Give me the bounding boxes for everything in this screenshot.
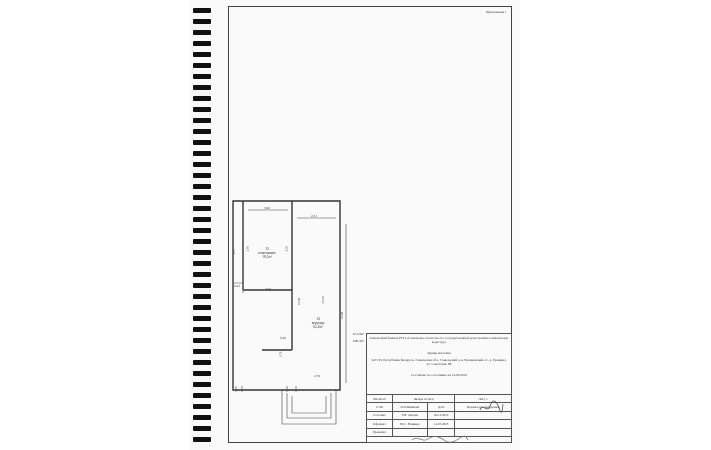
signature-mark [477, 398, 505, 416]
person-name: Т.Н. Лисина [392, 411, 427, 419]
signature-cell [455, 420, 512, 428]
dim-lower-left: 1,79 [278, 351, 283, 358]
dim-door-a: 0,20 [280, 336, 286, 340]
dim-right-b: 15,08 [340, 311, 345, 320]
dim-top-left: 3,00 [264, 206, 270, 210]
row-date: 14.03.2025 [427, 420, 454, 428]
total-area-a: Σ15,8м² [353, 332, 365, 336]
signature-header: Подпись (расшифровка) [455, 403, 512, 411]
person-name: Ю.С. Новиков [392, 420, 427, 428]
room-label-14 [303, 318, 333, 329]
role: Составил [367, 411, 393, 419]
dim-right-a: 22,01 [321, 295, 326, 304]
door-mark [236, 386, 296, 392]
total-area-b: Σ80,3м² [353, 339, 365, 343]
room-number: 14 [316, 317, 320, 321]
fio-header: И.О.Фамилия [392, 403, 427, 411]
dim-room14-left: 13,39 [297, 297, 302, 306]
role: Проверил [367, 428, 393, 436]
dim-mid-b: 3,04 [265, 287, 271, 291]
porch-steps [287, 393, 331, 418]
dim-left-b: 2,91 [245, 245, 250, 252]
table-row [367, 420, 512, 428]
object-address: 247133, Республика Беларусь, Гомельская обл., Гомельский р-н, Еремеевский с/с, д. Еремино, ул. Советская, 88 [371, 358, 507, 366]
room-name: помещение [258, 250, 276, 255]
role: Оформил [367, 420, 393, 428]
compiled-date: Составлен по состоянию на 14.09.2023 [410, 373, 468, 377]
dim-small-left: 0,23 [234, 284, 240, 288]
room-area: 62,2м² [313, 324, 323, 329]
row-date: 20.12.2023 [427, 411, 454, 419]
scale-value: 1:100 [367, 403, 393, 411]
dim-mid-a: 3,01 [284, 245, 289, 252]
organization-name: Гомельский филиал РУП «Гомельское агентство по государственной регистрации и земельному кадастру» [369, 336, 509, 344]
porch-steps [292, 396, 326, 413]
scale-label: Масштаб [367, 395, 393, 403]
dim-left-a: 2,11 [232, 248, 237, 255]
sheet-number: Лист 1 [455, 395, 512, 403]
date-header: Дата [427, 403, 454, 411]
dim-top-right: 2,31 [311, 214, 317, 218]
title-block [366, 333, 512, 443]
room-area: 18,1м² [262, 254, 272, 259]
room-number: 13 [265, 247, 269, 251]
room-label-13 [252, 248, 282, 259]
appendix-label: Приложение 1 [486, 10, 507, 14]
litera: Литера А1/нсп [392, 395, 455, 403]
dim-bottom: 2,79 [314, 374, 320, 378]
porch [282, 390, 336, 424]
handwritten-signature [410, 434, 470, 444]
object-name: Здание магазина [427, 351, 451, 355]
room-name: коридор [311, 320, 325, 325]
